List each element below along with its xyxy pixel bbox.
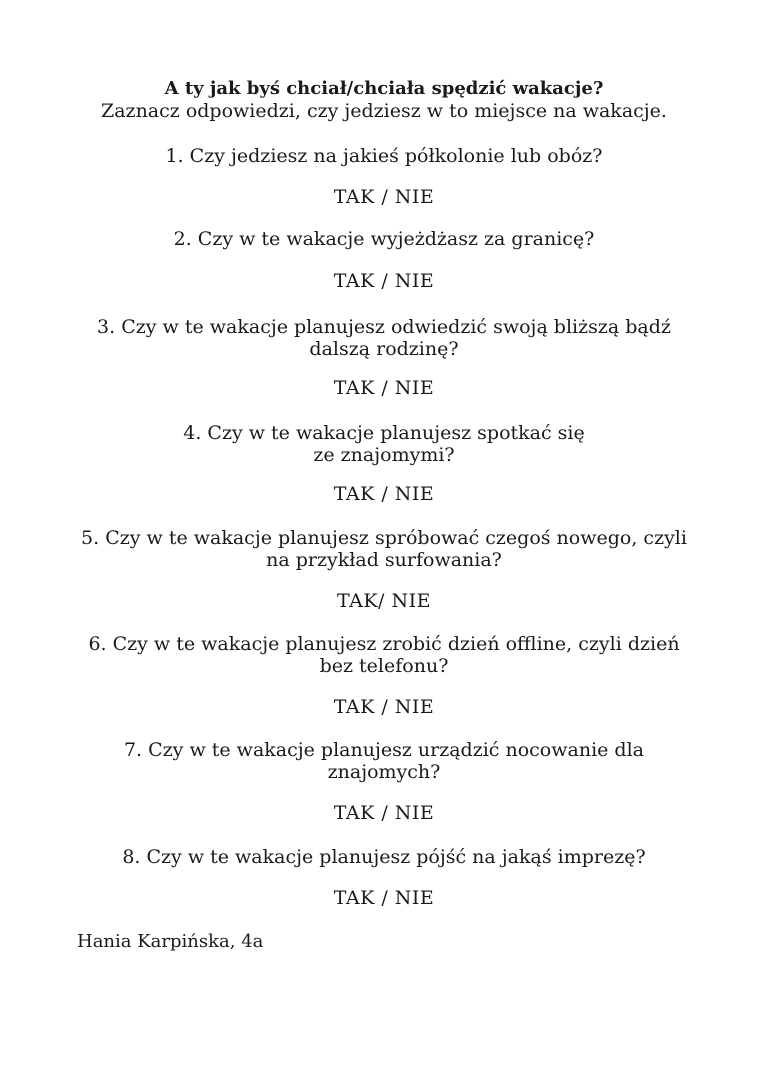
question-3-line-2: dalszą rodzinę?: [309, 338, 459, 360]
question-7-line-2: znajomych?: [327, 761, 441, 783]
question-1-line-1: 1. Czy jedziesz na jakieś półkolonie lub obóz?: [165, 145, 603, 167]
answer-4-options: TAK / NIE: [333, 483, 435, 505]
answer-2-options: TAK / NIE: [333, 270, 435, 292]
answer-5-options: TAK/ NIE: [337, 590, 431, 612]
question-4: [40, 422, 728, 466]
question-4-line-1: 4. Czy w te wakacje planujesz spotkać się: [183, 422, 585, 444]
answer-3-options: TAK / NIE: [333, 377, 435, 399]
question-8-line-1: 8. Czy w te wakacje planujesz pójść na jakąś imprezę?: [122, 846, 646, 868]
question-7: [40, 739, 728, 783]
question-1: [40, 145, 728, 167]
author-signature: Hania Karpińska, 4a: [77, 931, 264, 952]
question-7-line-1: 7. Czy w te wakacje planujesz urządzić nocowanie dla: [123, 739, 645, 761]
question-3-line-1: 3. Czy w te wakacje planujesz odwiedzić swoją bliższą bądź: [97, 316, 671, 338]
question-5-line-1: 5. Czy w te wakacje planujesz spróbować czegoś nowego, czyli: [81, 527, 687, 549]
answer-7-options: TAK / NIE: [333, 802, 435, 824]
answer-6-options: TAK / NIE: [333, 696, 435, 718]
question-8: [40, 846, 728, 868]
question-6: [40, 633, 728, 677]
question-6-line-1: 6. Czy w te wakacje planujesz zrobić dzień offline, czyli dzień: [88, 633, 680, 655]
instruction-text: Zaznacz odpowiedzi, czy jedziesz w to miejsce na wakacje.: [101, 100, 667, 122]
answer-8-options: TAK / NIE: [333, 887, 435, 909]
question-5-line-2: na przykład surfowania?: [266, 549, 502, 571]
page-title: A ty jak byś chciał/chciała spędzić wakacje?: [164, 78, 604, 99]
question-2-line-1: 2. Czy w te wakacje wyjeżdżasz za granicę?: [173, 228, 595, 250]
question-2: [40, 228, 728, 250]
question-5: [40, 527, 728, 571]
answer-1-options: TAK / NIE: [333, 186, 435, 208]
question-4-line-2: ze znajomymi?: [313, 444, 455, 466]
question-3: [40, 316, 728, 360]
question-6-line-2: bez telefonu?: [319, 655, 449, 677]
